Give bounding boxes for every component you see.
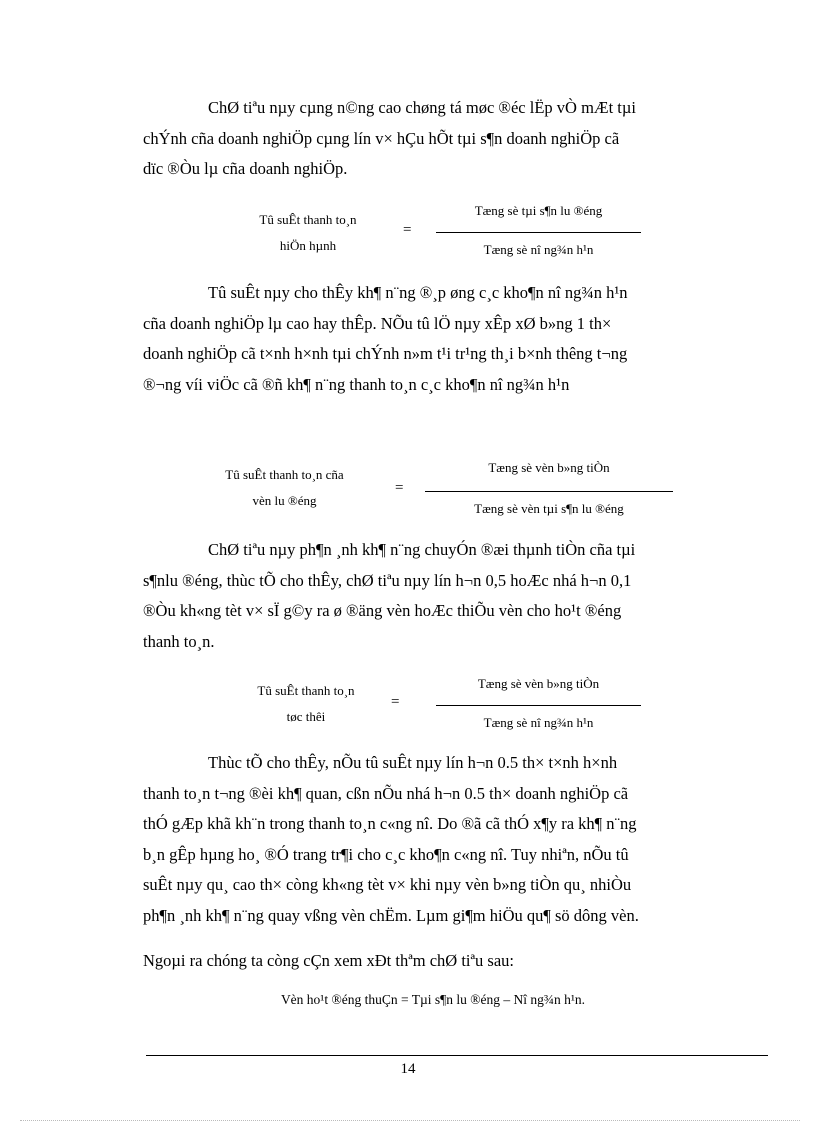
text-line: s¶nlu ®éng, thùc tÕ cho thÊy, chØ tiªu nµy lín h¬n 0,5 hoÆc nhá h¬n 0,1 [143,570,632,590]
text-line: ®¬ng víi viÖc cã ®ñ kh¶ n¨ng thanh to¸n c¸c kho¶n nî ng¾n h¹n [143,374,570,394]
text-line: Tû suÊt nµy cho thÊy kh¶ n¨ng ®¸p øng c¸c kho¶n nî ng¾n h¹n [208,283,628,302]
denominator: Tæng sè nî ng¾n h¹n [483,242,594,257]
text-line: suÊt nµy qu¸ cao th× còng kh«ng tèt v× khi nµy vèn b»ng tiÒn qu¸ nhiÒu [143,875,632,894]
formula-label-line: tøc thêi [286,709,326,724]
formula-label-line: Tû suÊt thanh to¸n [257,683,355,698]
denominator: Tæng sè nî ng¾n h¹n [483,715,594,730]
text-line: dïc ®Òu lµ cña doanh nghiÖp. [143,159,348,178]
paragraph-5 [143,946,728,977]
formula-label-line: hiÖn hµnh [279,238,337,253]
numerator: Tæng sè vèn b»ng tiÒn [488,460,610,475]
footer-divider [146,1055,768,1056]
formula-label [202,462,367,514]
paragraph-3 [143,535,728,657]
text-line: thanh to¸n. [143,631,215,651]
fraction-bar [436,705,641,706]
text-line: b¸n gÊp hµng ho¸ ®Ó trang tr¶i cho c¸c kho¶n c«ng nî. Tuy nhiªn, nÕu tû [143,844,629,864]
numerator: Tæng sè tµi s¶n lu ®éng [474,203,603,218]
text-line: Ngoµi ra chóng ta còng cÇn xem xÐt thªm chØ tiªu sau: [143,951,515,970]
text-line: thÓ gÆp khã kh¨n trong thanh to¸n c«ng nî. Do ®ã cã thÓ x¶y ra kh¶ n¨ng [143,814,637,833]
text-line: chÝnh cña doanh nghiÖp cµng lín v× hÇu hÕt tµi s¶n doanh nghiÖp cã [143,128,620,148]
text-line: Thùc tÕ cho thÊy, nÕu tû suÊt nµy lín h¬n 0.5 th× t×nh h×nh [208,753,618,772]
numerator: Tæng sè vèn b»ng tiÒn [477,676,600,691]
paragraph-1 [143,93,728,185]
page-number: 14 [400,1061,416,1077]
paragraph-4 [143,748,728,931]
formula-net-working-capital: Vèn ho¹t ®éng thuÇn = Tµi s¶n lu ®éng – Nî ng¾n h¹n. [280,992,586,1007]
formula-label [238,207,378,259]
text-line: ChØ tiªu nµy cµng n©ng cao chøng tá møc ®éc lËp vÒ mÆt tµi [208,98,636,117]
formula-label [236,678,376,730]
paragraph-2 [143,278,728,400]
denominator: Tæng sè vèn tµi s¶n lu ®éng [474,501,624,516]
text-line: cña doanh nghiÖp lµ cao hay thÊp. NÕu tû lÖ nµy xÊp xØ b»ng 1 th× [143,313,612,333]
formula-label-line: vèn lu ®éng [252,493,317,508]
text-line: thanh to¸n t¬ng ®èi kh¶ quan, cßn nÕu nhá h¬n 0.5 th× doanh nghiÖp cã [143,783,629,803]
formula-label-line: Tû suÊt thanh to¸n [259,212,357,227]
text-line: ChØ tiªu nµy ph¶n ¸nh kh¶ n¨ng chuyÓn ®æi thµnh tiÒn cña tµi [208,540,636,559]
equals-sign: = [391,694,400,710]
text-line: ph¶n ¸nh kh¶ n¨ng quay vßng vèn chËm. Lµm gi¶m hiÖu qu¶ sö dông vèn. [143,905,639,925]
fraction-bar [425,491,673,492]
page-edge-dotted-line [20,1120,800,1121]
text-line: ®Òu kh«ng tèt v× sÏ g©y ra ø ®äng vèn hoÆc thiÕu vèn cho ho¹t ®éng [143,601,622,620]
text-line: doanh nghiÖp cã t×nh h×nh tµi chÝnh n»m t¹i tr¹ng th¸i b×nh thêng t¬ng [143,344,628,363]
equals-sign: = [395,480,404,496]
fraction-bar [436,232,641,233]
formula-label-line: Tû suÊt thanh to¸n cña [225,467,344,482]
equals-sign: = [403,222,412,238]
